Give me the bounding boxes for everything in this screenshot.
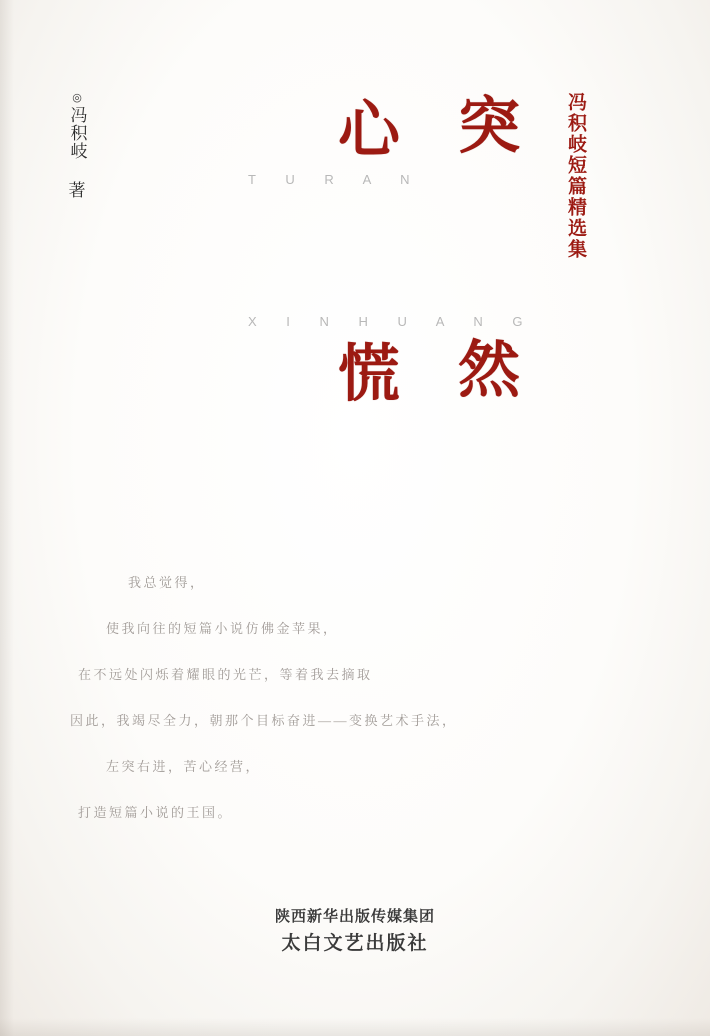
page-edge-shadow-bottom [0,1018,710,1036]
pinyin-bottom: X I N H U A N G [248,314,536,329]
blurb-line: 我总觉得， [128,575,206,590]
pinyin-top: T U R A N [248,172,423,187]
title-char-1: 心 [338,97,401,165]
blurb-line: 因此，我竭尽全力，朝那个目标奋进——变换艺术手法， [70,713,458,728]
author-role: 著 [68,181,86,200]
publisher-group: 陕西新华出版传媒集团 [274,909,435,925]
blurb-line: 左突右进，苦心经营， [106,759,262,774]
blurb-line: 在不远处闪烁着耀眼的光芒，等着我去摘取 [78,667,373,682]
author-block [58,92,96,201]
title-char-4: 然 [458,337,521,405]
blurb-text [70,560,590,836]
publisher-block [0,904,710,958]
author-name: 冯积岐 [67,106,87,160]
title-char-3: 慌 [338,341,401,409]
page-edge-shadow-left [0,0,14,1036]
series-line: 冯积岐短篇精选集 [565,92,586,260]
blurb-line: 使我向往的短篇小说仿佛金苹果， [106,621,339,636]
publisher-house: 太白文艺出版社 [281,933,429,954]
title-char-2: 突 [458,93,521,161]
author-mark-icon: ◎ [72,92,82,104]
blurb-line: 打造短篇小说的王国。 [78,805,234,820]
